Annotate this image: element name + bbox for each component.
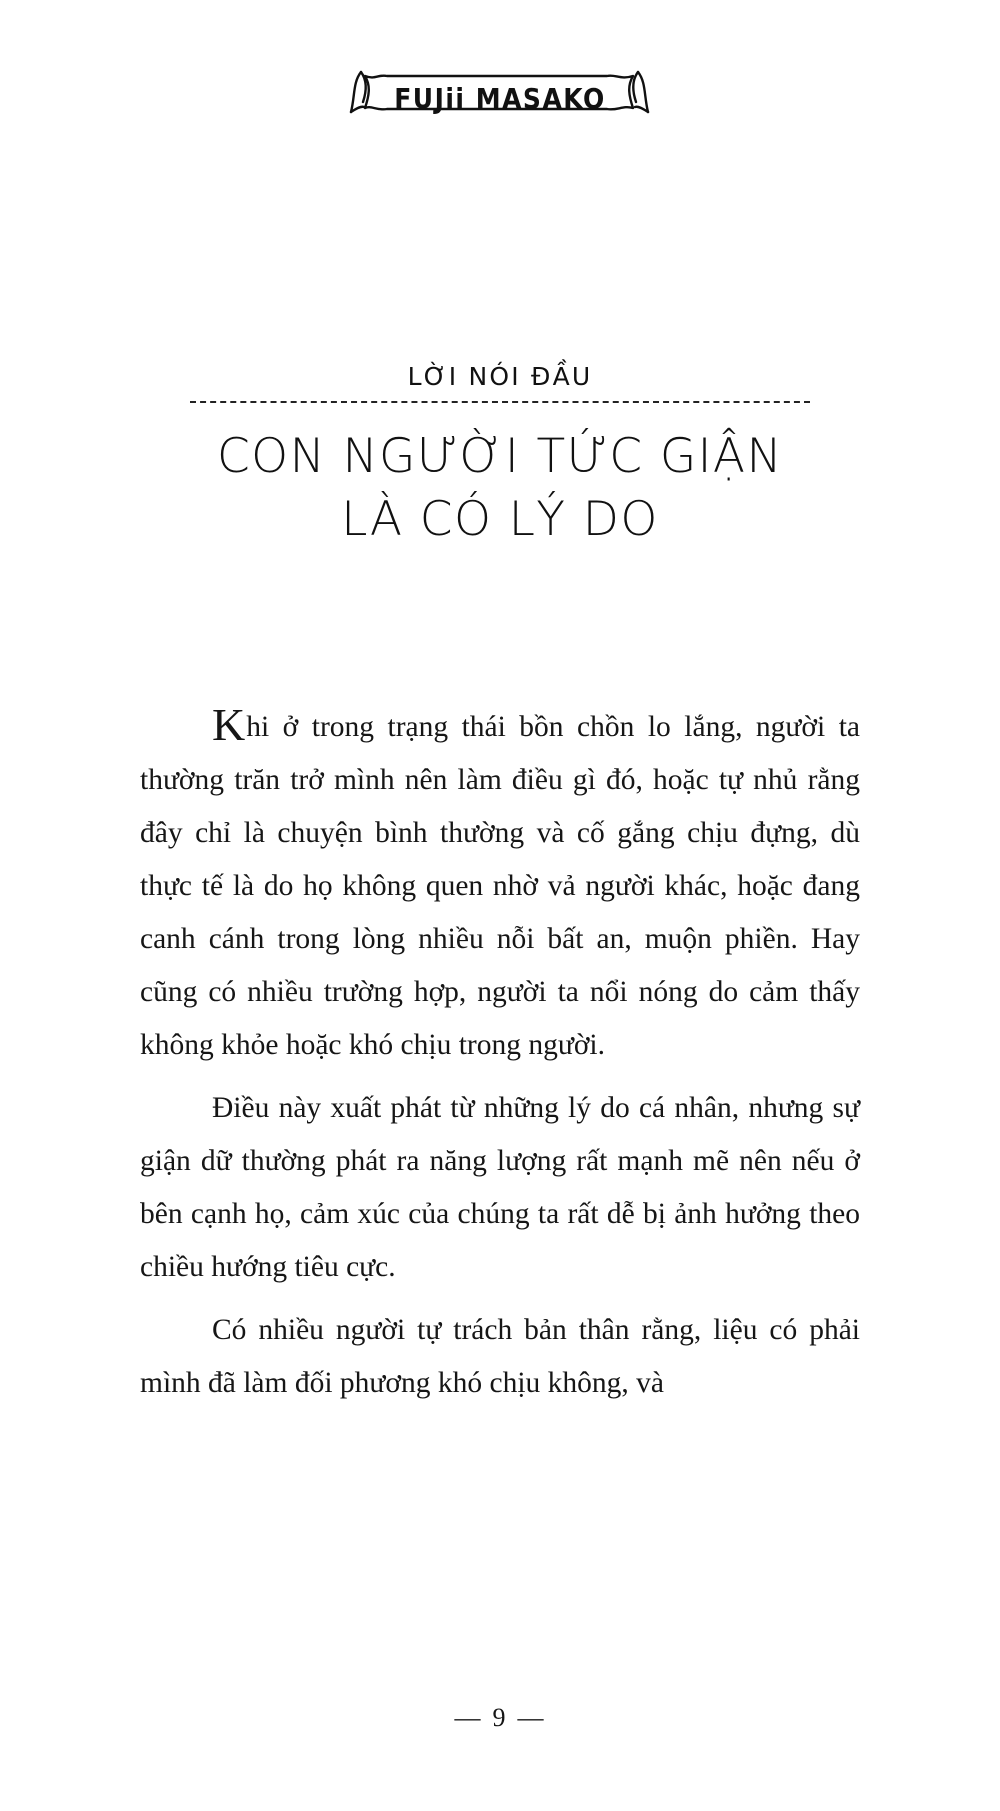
- paragraph-3: Có nhiều người tự trách bản thân rằng, liệu có phải mình đã làm đối phương khó chịu không, và: [140, 1314, 860, 1400]
- folio-dash-left: —: [454, 1703, 483, 1732]
- page-title: [217, 425, 783, 552]
- chapter-label-section: [0, 362, 1000, 403]
- chapter-title-line-1: CON NGƯỜI TỨC GIẬN: [216, 429, 784, 484]
- paragraph-1: [140, 701, 860, 1072]
- page-number: 9: [492, 1703, 508, 1732]
- folio-dash-right: —: [517, 1703, 546, 1732]
- page-folio: [0, 1703, 1000, 1733]
- paragraph-1-text: hi ở trong trạng thái bồn chồn lo lắng, người ta thường trăn trở mình nên làm điều gì đó, hoặc tự nhủ rằng đây chỉ là chuyện bình thường và cố gắng chịu đựng, dù thực tế là do họ không quen nhờ vả người khác, hoặc đang canh cánh trong lòng nhiều nỗi bất an, muộn phiền. Hay cũng có nhiều trường hợp, người ta nổi nóng do cảm thấy không khỏe hoặc khó chịu trong người.: [140, 711, 860, 1062]
- paragraph-2: Điều này xuất phát từ những lý do cá nhân, nhưng sự giận dữ thường phát ra năng lượng rất mạnh mẽ nên nếu ở bên cạnh họ, cảm xúc của chúng ta rất dễ bị ảnh hưởng theo chiều hướng tiêu cực.: [140, 1092, 860, 1284]
- body-text: [140, 701, 860, 1410]
- drop-cap: K: [212, 699, 246, 751]
- running-head-banner: [335, 62, 665, 134]
- chapter-label: LỜI NÓI ĐẦU: [407, 362, 593, 391]
- dashed-divider: [190, 399, 810, 403]
- chapter-title-line-2: LÀ CÓ LÝ DO: [341, 492, 659, 548]
- author-name: FUJii MASAKO: [394, 81, 606, 115]
